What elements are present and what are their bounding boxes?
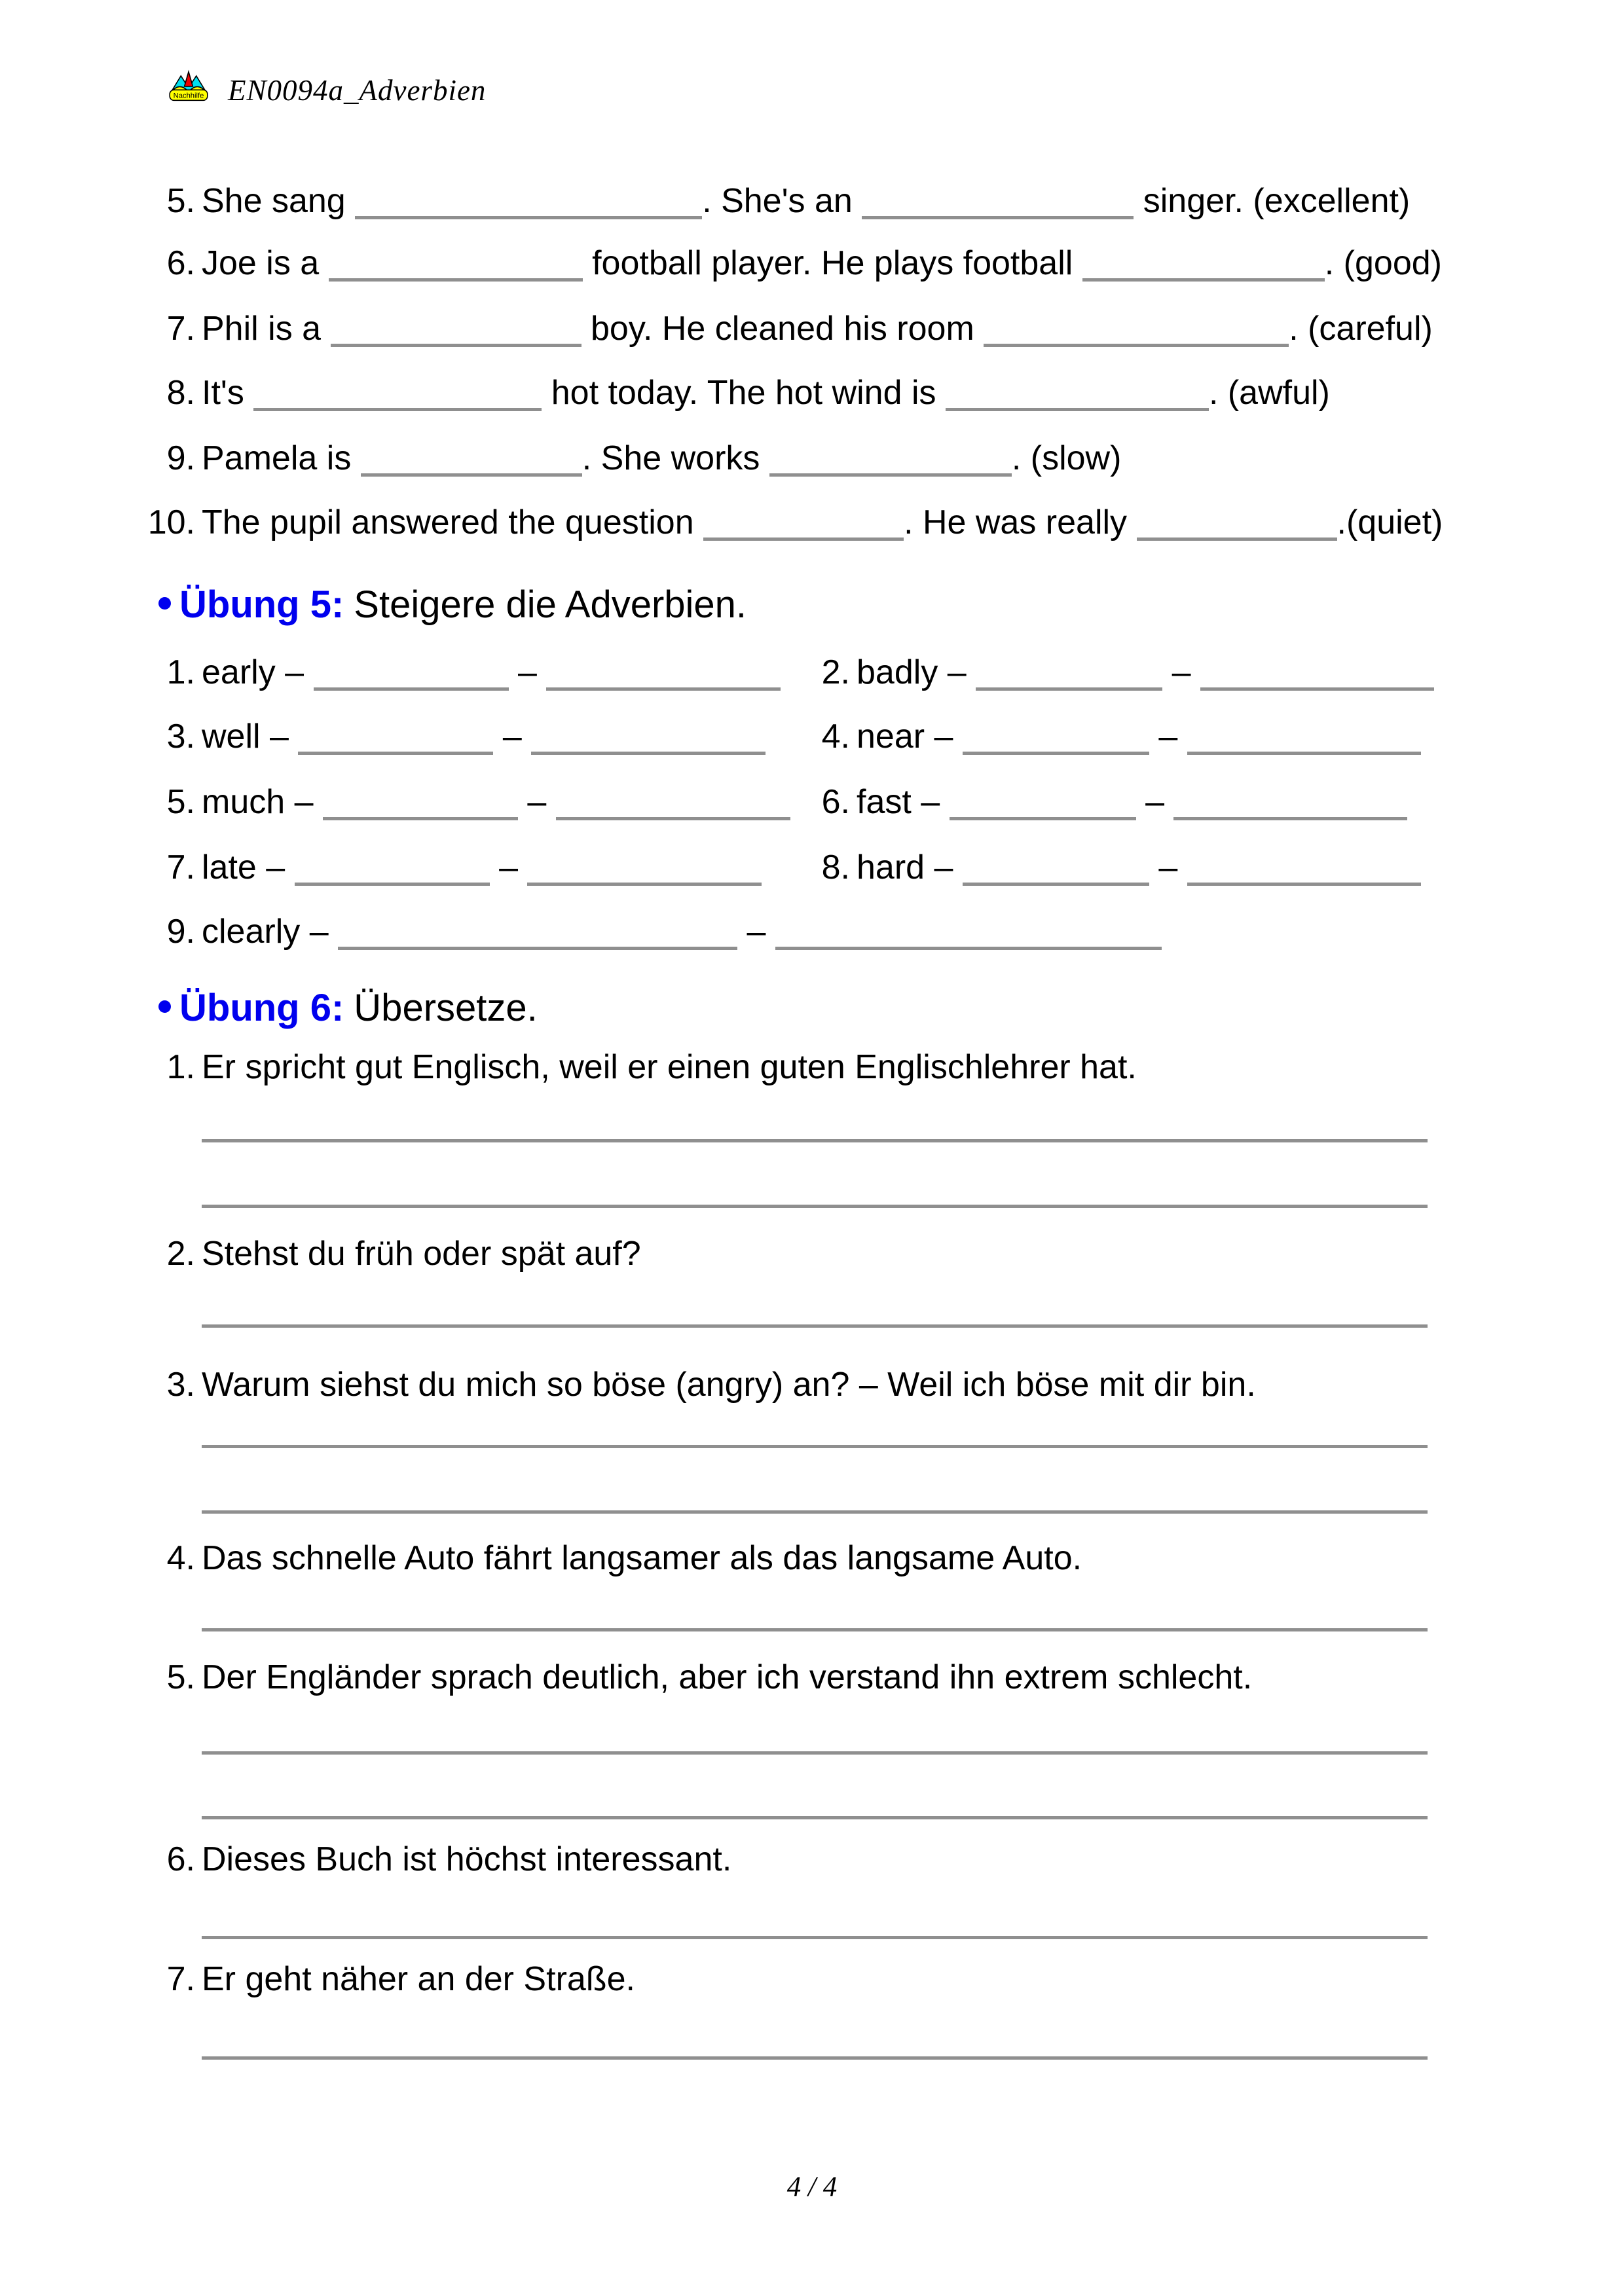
item-text: Phil is a [202, 310, 331, 348]
uebung5-label: Übung 5: [179, 583, 344, 626]
item-number: 3. [166, 718, 195, 756]
adverb-word: hard – [857, 848, 963, 886]
item-number: 3. [166, 1366, 195, 1404]
item-text: . (awful) [1208, 374, 1330, 412]
item-text: . (good) [1324, 244, 1442, 282]
item-text: It's [202, 374, 254, 412]
adverb-word: near – [857, 718, 963, 756]
item-number: 6. [821, 783, 850, 821]
answer-line [202, 1445, 1428, 1448]
dash-separator: – [737, 913, 775, 951]
item-text: . (careful) [1289, 310, 1433, 348]
item-text: boy. He cleaned his room [581, 310, 984, 348]
answer-line [202, 1751, 1428, 1755]
answer-line [202, 2056, 1428, 2060]
item-text: She sang [202, 182, 356, 220]
sentence-text: Er spricht gut Englisch, weil er einen guten Englischlehrer hat. [202, 1048, 1137, 1086]
sentence-text: Warum siehst du mich so böse (angry) an? – Weil ich böse mit dir bin. [202, 1366, 1256, 1404]
item-text: The pupil answered the question [202, 503, 704, 541]
adverb-word: badly – [857, 653, 976, 691]
item-text: .(quiet) [1337, 503, 1443, 541]
uebung6-item [138, 1233, 641, 1275]
item-text: football player. He plays football [582, 244, 1082, 282]
uebung6-item [138, 1537, 1082, 1579]
item-text: . (slow) [1011, 439, 1122, 477]
adverb-word: late – [202, 848, 295, 886]
dash-separator: – [1135, 783, 1174, 821]
dash-separator: – [508, 653, 547, 691]
item-number: 8. [166, 374, 195, 412]
answer-line [202, 1936, 1428, 1939]
item-text: Pamela is [202, 439, 361, 477]
item-number: 7. [166, 310, 195, 348]
item-text: singer. (excellent) [1134, 182, 1411, 220]
item-number: 7. [166, 848, 195, 886]
item-number: 5. [166, 783, 195, 821]
dash-separator: – [1149, 718, 1187, 756]
answer-line [202, 1628, 1428, 1631]
uebung6-item [138, 1364, 1256, 1406]
sentence-text: Das schnelle Auto fährt langsamer als das langsame Auto. [202, 1539, 1082, 1577]
item-number: 2. [166, 1235, 195, 1273]
item-number: 1. [166, 653, 195, 691]
adverb-word: well – [202, 718, 299, 756]
page-number: 4 / 4 [786, 2172, 838, 2202]
answer-line [202, 1205, 1428, 1208]
answer-line [202, 1324, 1428, 1328]
item-number: 1. [166, 1048, 195, 1086]
dash-separator: – [493, 718, 532, 756]
dash-separator: – [1149, 848, 1187, 886]
logo-label: Nachhilfe [173, 92, 204, 100]
uebung6-item [138, 1046, 1137, 1088]
adverb-word: early – [202, 653, 314, 691]
uebung5-instruction: Steigere die Adverbien. [354, 583, 747, 626]
sentence-text: Dieses Buch ist höchst interessant. [202, 1840, 732, 1878]
item-text: . He was really [904, 503, 1137, 541]
item-number: 4. [821, 718, 850, 756]
item-text: hot today. The hot wind is [542, 374, 946, 412]
uebung6-item [138, 1958, 635, 2000]
uebung6-item [138, 1838, 731, 1880]
item-number: 2. [821, 653, 850, 691]
sentence-text: Stehst du früh oder spät auf? [202, 1235, 641, 1273]
item-text: . She's an [702, 182, 862, 220]
item-number: 5. [166, 182, 195, 220]
answer-line [202, 1139, 1428, 1142]
item-text: . She works [581, 439, 769, 477]
adverb-word: clearly – [202, 913, 339, 951]
item-number: 5. [166, 1658, 195, 1696]
item-number: 8. [821, 848, 850, 886]
item-number: 6. [166, 244, 195, 282]
answer-line [202, 1816, 1428, 1819]
uebung6-instruction: Übersetze. [354, 987, 538, 1029]
sentence-text: Er geht näher an der Straße. [202, 1960, 635, 1998]
dash-separator: – [1162, 653, 1200, 691]
item-number: 9. [166, 439, 195, 477]
uebung6-item [138, 1656, 1252, 1698]
item-text: Joe is a [202, 244, 329, 282]
item-number: 7. [166, 1960, 195, 1998]
uebung6-label: Übung 6: [179, 987, 344, 1029]
page-title: EN0094a_Adverbien [228, 74, 487, 107]
item-number: 4. [166, 1539, 195, 1577]
answer-line [202, 1510, 1428, 1514]
adverb-word: fast – [857, 783, 950, 821]
dash-separator: – [489, 848, 528, 886]
item-number: 10. [147, 503, 195, 541]
dash-separator: – [517, 783, 556, 821]
sentence-text: Der Engländer sprach deutlich, aber ich verstand ihn extrem schlecht. [202, 1658, 1253, 1696]
adverb-word: much – [202, 783, 323, 821]
item-number: 6. [166, 1840, 195, 1878]
item-number: 9. [166, 913, 195, 951]
